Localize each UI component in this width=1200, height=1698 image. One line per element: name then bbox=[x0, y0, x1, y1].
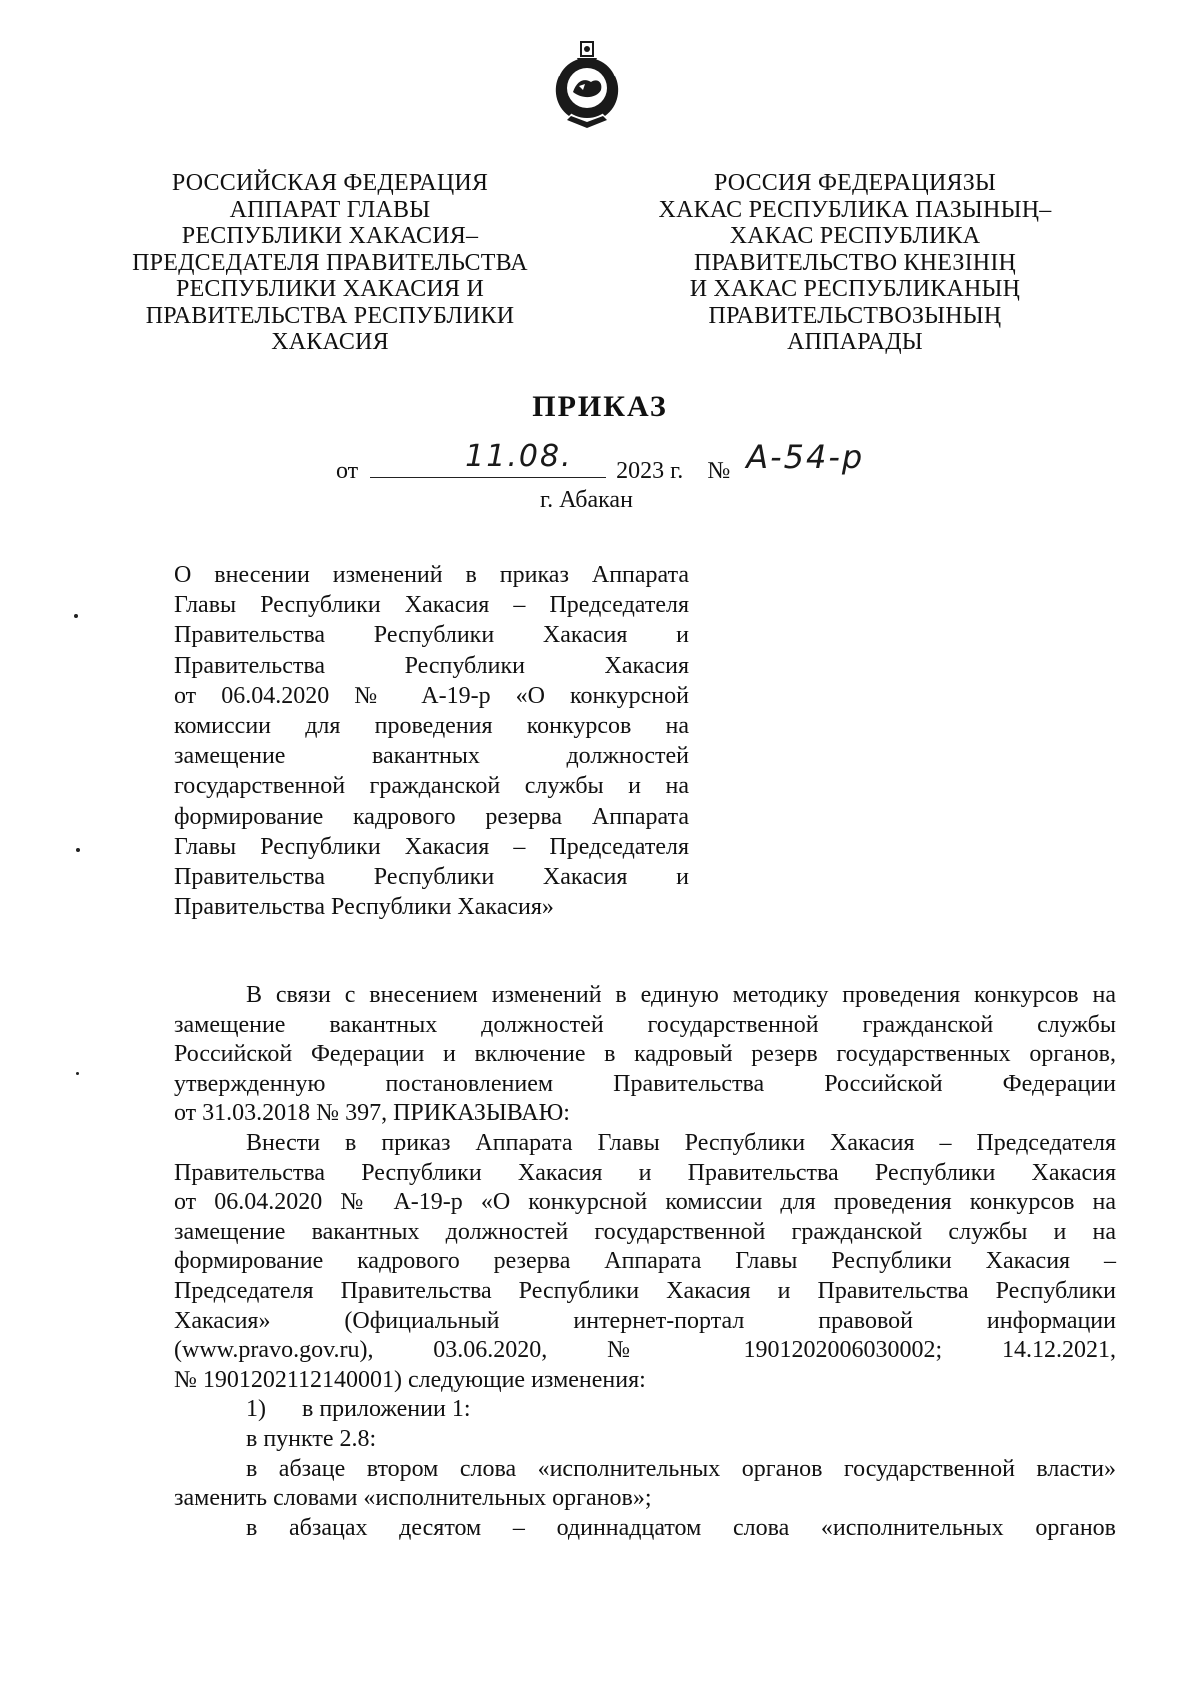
subject-line: от 06.04.2020 № А-19-р «О конкурсной bbox=[174, 682, 689, 709]
body-line: от 06.04.2020 № А-19-р «О конкурсной комиссии для проведения конкурсов на bbox=[174, 1189, 1116, 1216]
body-line: Внести в приказ Аппарата Главы Республики Хакасия – Председателя bbox=[246, 1129, 1116, 1156]
header-right-line: АППАРАДЫ bbox=[787, 329, 923, 355]
header-right-line: ПРАВИТЕЛЬСТВО КНЕЗІНІҢ bbox=[693, 249, 1017, 276]
header-right-line: ПРАВИТЕЛЬСТВОЗЫНЫҢ bbox=[708, 302, 1002, 329]
subject-line: О внесении изменений в приказ Аппарата bbox=[174, 562, 689, 588]
header-left-line: АППАРАТ ГЛАВЫ bbox=[229, 196, 431, 223]
header-right-line: РОССИЯ ФЕДЕРАЦИЯЗЫ bbox=[713, 170, 997, 196]
body-line: от 31.03.2018 № 397, ПРИКАЗЫВАЮ: bbox=[174, 1100, 570, 1127]
document-title: ПРИКАЗ bbox=[532, 390, 668, 423]
header-right-line: И ХАКАС РЕСПУБЛИКАНЫҢ bbox=[689, 276, 1021, 302]
header-left-line: ПРАВИТЕЛЬСТВА РЕСПУБЛИКИ bbox=[145, 302, 515, 329]
city-label: г. Абакан bbox=[540, 487, 633, 513]
subject-line: Правительства Республики Хакасия и bbox=[174, 622, 689, 649]
body-line: Хакасия» (Официальный интернет-портал правовой информации bbox=[174, 1307, 1116, 1334]
body-line: заменить словами «исполнительных органов»; bbox=[174, 1485, 652, 1512]
date-field bbox=[370, 439, 606, 478]
order-body bbox=[174, 981, 1116, 1543]
body-line: В связи с внесением изменений в единую методику проведения конкурсов на bbox=[246, 982, 1116, 1008]
header-right-khakas bbox=[640, 170, 1070, 356]
order-subject bbox=[174, 560, 689, 922]
body-line: № 1901202112140001) следующие изменения: bbox=[174, 1366, 646, 1393]
handwritten-date: 11.08. bbox=[465, 439, 573, 474]
scan-speck bbox=[74, 614, 78, 618]
header-left-line: РЕСПУБЛИКИ ХАКАСИЯ– bbox=[181, 223, 479, 249]
scan-speck bbox=[76, 848, 80, 852]
body-line: в абзаце втором слова «исполнительных органов государственной власти» bbox=[246, 1455, 1116, 1482]
header-right-line: ХАКАС РЕСПУБЛИКА bbox=[729, 223, 981, 249]
subject-line: Правительства Республики Хакасия bbox=[174, 652, 689, 679]
body-line: Правительства Республики Хакасия и Правительства Республики Хакасия bbox=[174, 1159, 1116, 1186]
number-field bbox=[740, 438, 920, 478]
subject-line: замещение вакантных должностей bbox=[174, 743, 689, 770]
body-line: формирование кадрового резерва Аппарата Главы Республики Хакасия – bbox=[174, 1248, 1116, 1275]
header-right-line: ХАКАС РЕСПУБЛИКА ПАЗЫНЫҢ– bbox=[658, 196, 1052, 223]
header-left-line: РОССИЙСКАЯ ФЕДЕРАЦИЯ bbox=[171, 170, 489, 196]
body-line: Российской Федерации и включение в кадровый резерв государственных органов, bbox=[174, 1041, 1116, 1068]
from-label: от bbox=[336, 458, 359, 484]
body-line: замещение вакантных должностей государственной гражданской службы и на bbox=[174, 1218, 1116, 1245]
coat-of-arms-emblem bbox=[539, 36, 635, 132]
subject-line: Правительства Республики Хакасия и bbox=[174, 864, 689, 891]
subject-line: Правительства Республики Хакасия» bbox=[174, 894, 554, 921]
subject-line: государственной гражданской службы и на bbox=[174, 773, 689, 800]
number-label: № bbox=[707, 458, 731, 484]
header-left-russian bbox=[110, 170, 550, 356]
scan-speck bbox=[76, 1072, 79, 1075]
subject-line: комиссии для проведения конкурсов на bbox=[174, 713, 689, 740]
body-line: Председателя Правительства Республики Хакасия и Правительства Республики bbox=[174, 1277, 1116, 1304]
header-left-line: ПРЕДСЕДАТЕЛЯ ПРАВИТЕЛЬСТВА bbox=[132, 249, 528, 276]
header-left-line: РЕСПУБЛИКИ ХАКАСИЯ И bbox=[176, 276, 484, 302]
body-line: 1) в приложении 1: bbox=[246, 1396, 471, 1423]
body-line: в абзацах десятом – одиннадцатом слова «исполнительных органов bbox=[246, 1514, 1116, 1541]
body-line: (www.pravo.gov.ru), 03.06.2020, № 1901202006030002; 14.12.2021, bbox=[174, 1337, 1116, 1364]
body-line: в пункте 2.8: bbox=[246, 1425, 377, 1452]
year-label: 2023 г. bbox=[616, 458, 684, 484]
body-line: замещение вакантных должностей государственной гражданской службы bbox=[174, 1011, 1116, 1038]
header-left-line: ХАКАСИЯ bbox=[271, 329, 389, 355]
order-date-number-line bbox=[336, 438, 920, 485]
subject-line: формирование кадрового резерва Аппарата bbox=[174, 803, 689, 830]
subject-line: Главы Республики Хакасия – Председателя bbox=[174, 833, 689, 860]
handwritten-order-number: А-54-р bbox=[746, 438, 865, 476]
body-line: утвержденную постановлением Правительства Российской Федерации bbox=[174, 1070, 1116, 1097]
subject-line: Главы Республики Хакасия – Председателя bbox=[174, 592, 689, 619]
